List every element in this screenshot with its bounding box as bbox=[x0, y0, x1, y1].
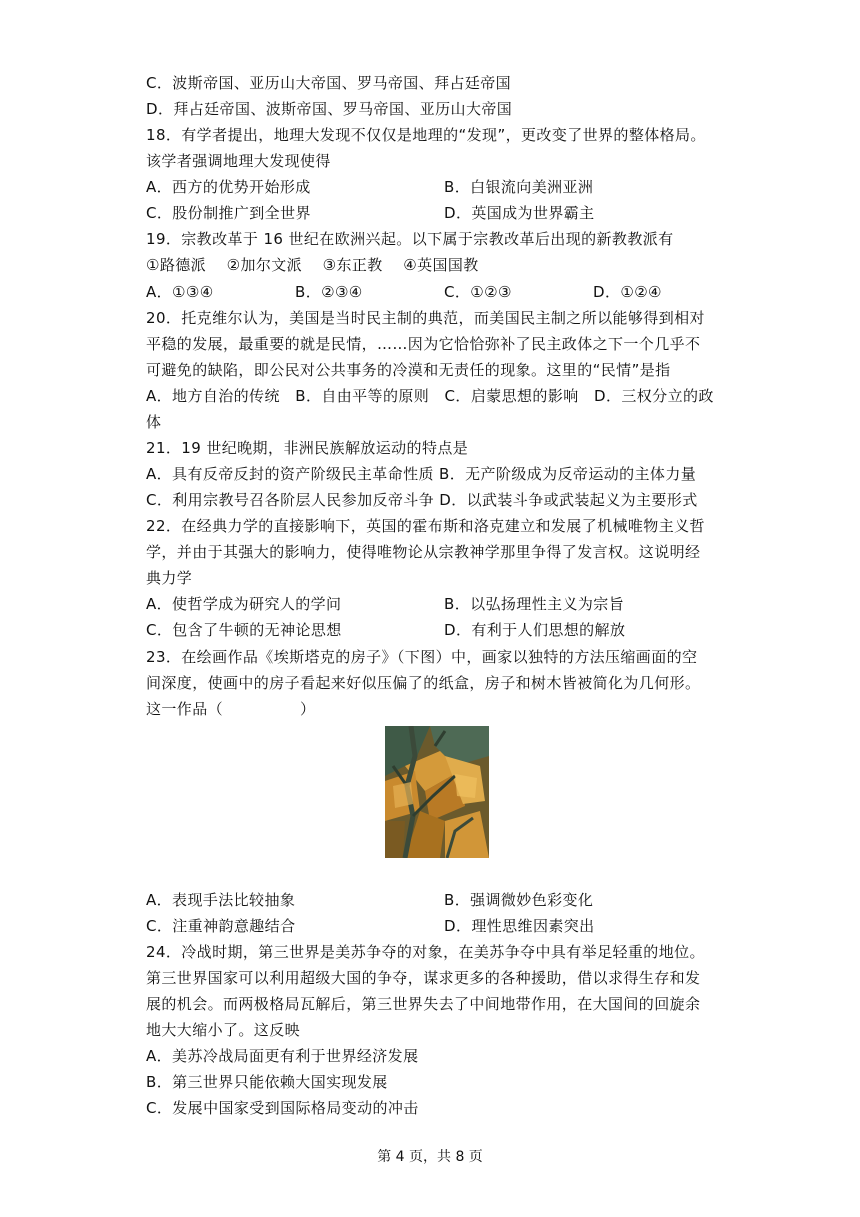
q19-stem: 19．宗教改革于 16 世纪在欧洲兴起。以下属于宗教改革后出现的新教教派有 bbox=[146, 230, 674, 248]
q24-option-a: A．美苏冷战局面更有利于世界经济发展 bbox=[146, 1047, 419, 1065]
q17-option-c: C．波斯帝国、亚历山大帝国、罗马帝国、拜占廷帝国 bbox=[146, 74, 512, 92]
q18-option-c: C．股份制推广到全世界 bbox=[146, 204, 311, 222]
q22-stem-line-3: 典力学 bbox=[146, 569, 193, 587]
q21-options-ab: A．具有反帝反封的资产阶级民主革命性质 B．无产阶级成为反帝运动的主体力量 bbox=[146, 465, 697, 483]
q22-stem-line-2: 学，并由于其强大的影响力，使得唯物论从宗教神学那里争得了发言权。这说明经 bbox=[146, 543, 701, 561]
q24-stem-line-2: 第三世界国家可以利用超级大国的争夺，谋求更多的各种援助，借以求得生存和发 bbox=[146, 969, 701, 987]
q19-items: ①路德派 ②加尔文派 ③东正教 ④英国国教 bbox=[146, 256, 479, 274]
q18-stem-line-2: 该学者强调地理大发现使得 bbox=[146, 152, 331, 170]
q19-option-b: B．②③④ bbox=[295, 283, 363, 301]
q22-option-a: A．使哲学成为研究人的学问 bbox=[146, 595, 342, 613]
q20-stem-line-3: 可避免的缺陷，即公民对公共事务的冷漠和无责任的现象。这里的“民情”是指 bbox=[146, 361, 671, 379]
q24-option-b: B．第三世界只能依赖大国实现发展 bbox=[146, 1073, 388, 1091]
q18-option-b: B．白银流向美洲亚洲 bbox=[444, 178, 594, 196]
q24-option-c: C．发展中国家受到国际格局变动的冲击 bbox=[146, 1099, 419, 1117]
painting-image bbox=[385, 726, 489, 858]
q18-stem-line-1: 18．有学者提出，地理大发现不仅仅是地理的“发现”，更改变了世界的整体格局。 bbox=[146, 126, 706, 144]
q20-stem-line-2: 平稳的发展，最重要的就是民情，……因为它恰恰弥补了民主政体之下一个几乎不 bbox=[146, 335, 701, 353]
q22-stem-line-1: 22．在经典力学的直接影响下，英国的霍布斯和洛克建立和发展了机械唯物主义哲 bbox=[146, 517, 705, 535]
q22-option-c: C．包含了牛顿的无神论思想 bbox=[146, 621, 342, 639]
q20-options-continued: 体 bbox=[146, 413, 162, 431]
q17-option-d: D．拜占廷帝国、波斯帝国、罗马帝国、亚历山大帝国 bbox=[146, 100, 513, 118]
q24-stem-line-4: 地大大缩小了。这反映 bbox=[146, 1021, 301, 1039]
q24-stem-line-3: 展的机会。而两极格局瓦解后，第三世界失去了中间地带作用，在大国间的回旋余 bbox=[146, 995, 701, 1013]
q23-stem-line-3: 这一作品（ ） bbox=[146, 700, 316, 718]
q21-options-cd: C．利用宗教号召各阶层人民参加反帝斗争 D．以武装斗争或武装起义为主要形式 bbox=[146, 491, 698, 509]
q20-stem-line-1: 20．托克维尔认为，美国是当时民主制的典范，而美国民主制之所以能够得到相对 bbox=[146, 309, 705, 327]
q21-stem: 21．19 世纪晚期，非洲民族解放运动的特点是 bbox=[146, 439, 469, 457]
q23-stem-line-2: 间深度，使画中的房子看起来好似压偏了的纸盒，房子和树木皆被简化为几何形。 bbox=[146, 674, 701, 692]
q23-stem-line-1: 23．在绘画作品《埃斯塔克的房子》（下图）中，画家以独特的方法压缩画面的空 bbox=[146, 648, 698, 666]
q19-option-d: D．①②④ bbox=[593, 283, 662, 301]
q18-option-d: D．英国成为世界霸主 bbox=[444, 204, 595, 222]
q22-option-d: D．有利于人们思想的解放 bbox=[444, 621, 626, 639]
q19-option-a: A．①③④ bbox=[146, 283, 214, 301]
q23-option-d: D．理性思维因素突出 bbox=[444, 917, 595, 935]
q23-option-a: A．表现手法比较抽象 bbox=[146, 891, 296, 909]
q19-option-c: C．①②③ bbox=[444, 283, 512, 301]
q18-option-a: A．西方的优势开始形成 bbox=[146, 178, 311, 196]
q23-option-c: C．注重神韵意趣结合 bbox=[146, 917, 296, 935]
q20-options: A．地方自治的传统 B．自由平等的原则 C．启蒙思想的影响 D．三权分立的政 bbox=[146, 387, 714, 405]
q22-option-b: B．以弘扬理性主义为宗旨 bbox=[444, 595, 625, 613]
q23-option-b: B．强调微妙色彩变化 bbox=[444, 891, 594, 909]
painting-houses-at-lestaque bbox=[385, 726, 489, 858]
page-footer: 第 4 页，共 8 页 bbox=[377, 1149, 483, 1165]
q24-stem-line-1: 24．冷战时期，第三世界是美苏争夺的对象，在美苏争夺中具有举足轻重的地位。 bbox=[146, 943, 705, 961]
